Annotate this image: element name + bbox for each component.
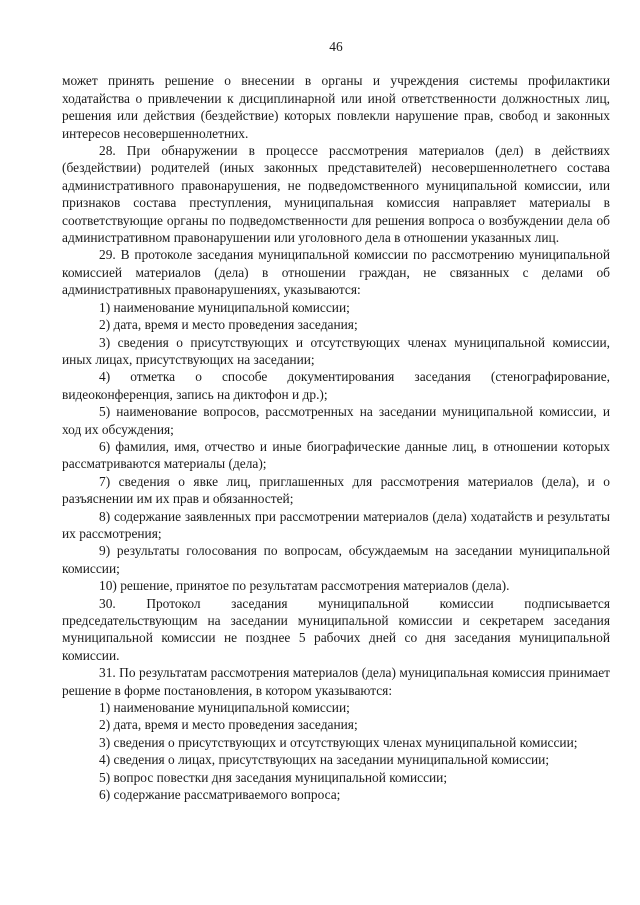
- list-item-29-10: 10) решение, принятое по результатам рассмотрения материалов (дела).: [99, 578, 510, 594]
- list-item-29-4: 4) отметка о способе документирования заседания (стенографирование, видеоконференция, запись на диктофон и др.);: [62, 369, 610, 402]
- list-item-31-4: 4) сведения о лицах, присутствующих на заседании муниципальной комиссии;: [99, 752, 550, 768]
- list-item-29-6: 6) фамилия, имя, отчество и иные биографические данные лиц, в отношении которых рассматриваются материалы (дела);: [62, 438, 610, 472]
- list-item-29-8: 8) содержание заявленных при рассмотрении материалов (дела) ходатайств и результаты их рассмотрения;: [62, 508, 610, 541]
- list-item-31-2: 2) дата, время и место проведения заседания;: [99, 717, 358, 733]
- list-item-31-3: 3) сведения о присутствующих и отсутствующих членах муниципальной комиссии;: [99, 734, 578, 750]
- list-item-31-1: 1) наименование муниципальной комиссии;: [99, 700, 350, 716]
- document-page: [62, 38, 610, 803]
- list-item-29-3: 3) сведения о присутствующих и отсутствующих членах муниципальной комиссии, иных лицах, присутствующих на заседании;: [62, 334, 610, 367]
- paragraph-item-30: 30. Протокол заседания муниципальной комиссии подписывается председательствующим на заседании муниципальной комиссии и секретарем заседания муниципальной комиссии не позднее 5 рабочих дней со дня заседания муниципальной комиссии.: [62, 595, 610, 663]
- page-number: 46: [329, 39, 343, 54]
- document-body: [62, 72, 610, 803]
- list-item-29-5: 5) наименование вопросов, рассмотренных на заседании муниципальной комиссии, и ход их обсуждения;: [62, 404, 610, 437]
- paragraph-item-29: 29. В протоколе заседания муниципальной комиссии по рассмотрению муниципальной комиссией материалов (дела) в отношении граждан, не связанных с делами об административных правонарушениях, указываются:: [62, 247, 610, 298]
- paragraph-continuation: может принять решение о внесении в органы и учреждения системы профилактики ходатайства о привлечении к дисциплинарной или иной ответственности должностных лиц, решения или действия (бездействие) которых повлекли нарушение прав, свобод и законных интересов несовершеннолетних.: [62, 73, 610, 141]
- paragraph-item-31: 31. По результатам рассмотрения материалов (дела) муниципальная комиссия принимает решение в форме постановления, в котором указываются:: [62, 665, 610, 698]
- list-item-31-6: 6) содержание рассматриваемого вопроса;: [99, 787, 341, 803]
- list-item-31-5: 5) вопрос повестки дня заседания муниципальной комиссии;: [99, 769, 448, 785]
- paragraph-item-28: 28. При обнаружении в процессе рассмотрения материалов (дел) в действиях (бездействии) родителей (иных законных представителей) несовершеннолетнего состава административного правонарушения, не подведомственного муниципальной комиссии, или признаков состава преступления, муниципальная комиссия направляет материалы в соответствующие органы по подведомственности для решения вопроса о возбуждении дела об административном правонарушении или уголовного дела в отношении указанных лиц.: [62, 143, 610, 246]
- list-item-29-7: 7) сведения о явке лиц, приглашенных для рассмотрения материалов (дела), и о разъяснении им их прав и обязанностей;: [62, 473, 610, 507]
- list-item-29-1: 1) наименование муниципальной комиссии;: [99, 299, 350, 315]
- list-item-29-2: 2) дата, время и место проведения заседания;: [99, 317, 358, 333]
- list-item-29-9: 9) результаты голосования по вопросам, обсуждаемым на заседании муниципальной комиссии;: [62, 543, 610, 576]
